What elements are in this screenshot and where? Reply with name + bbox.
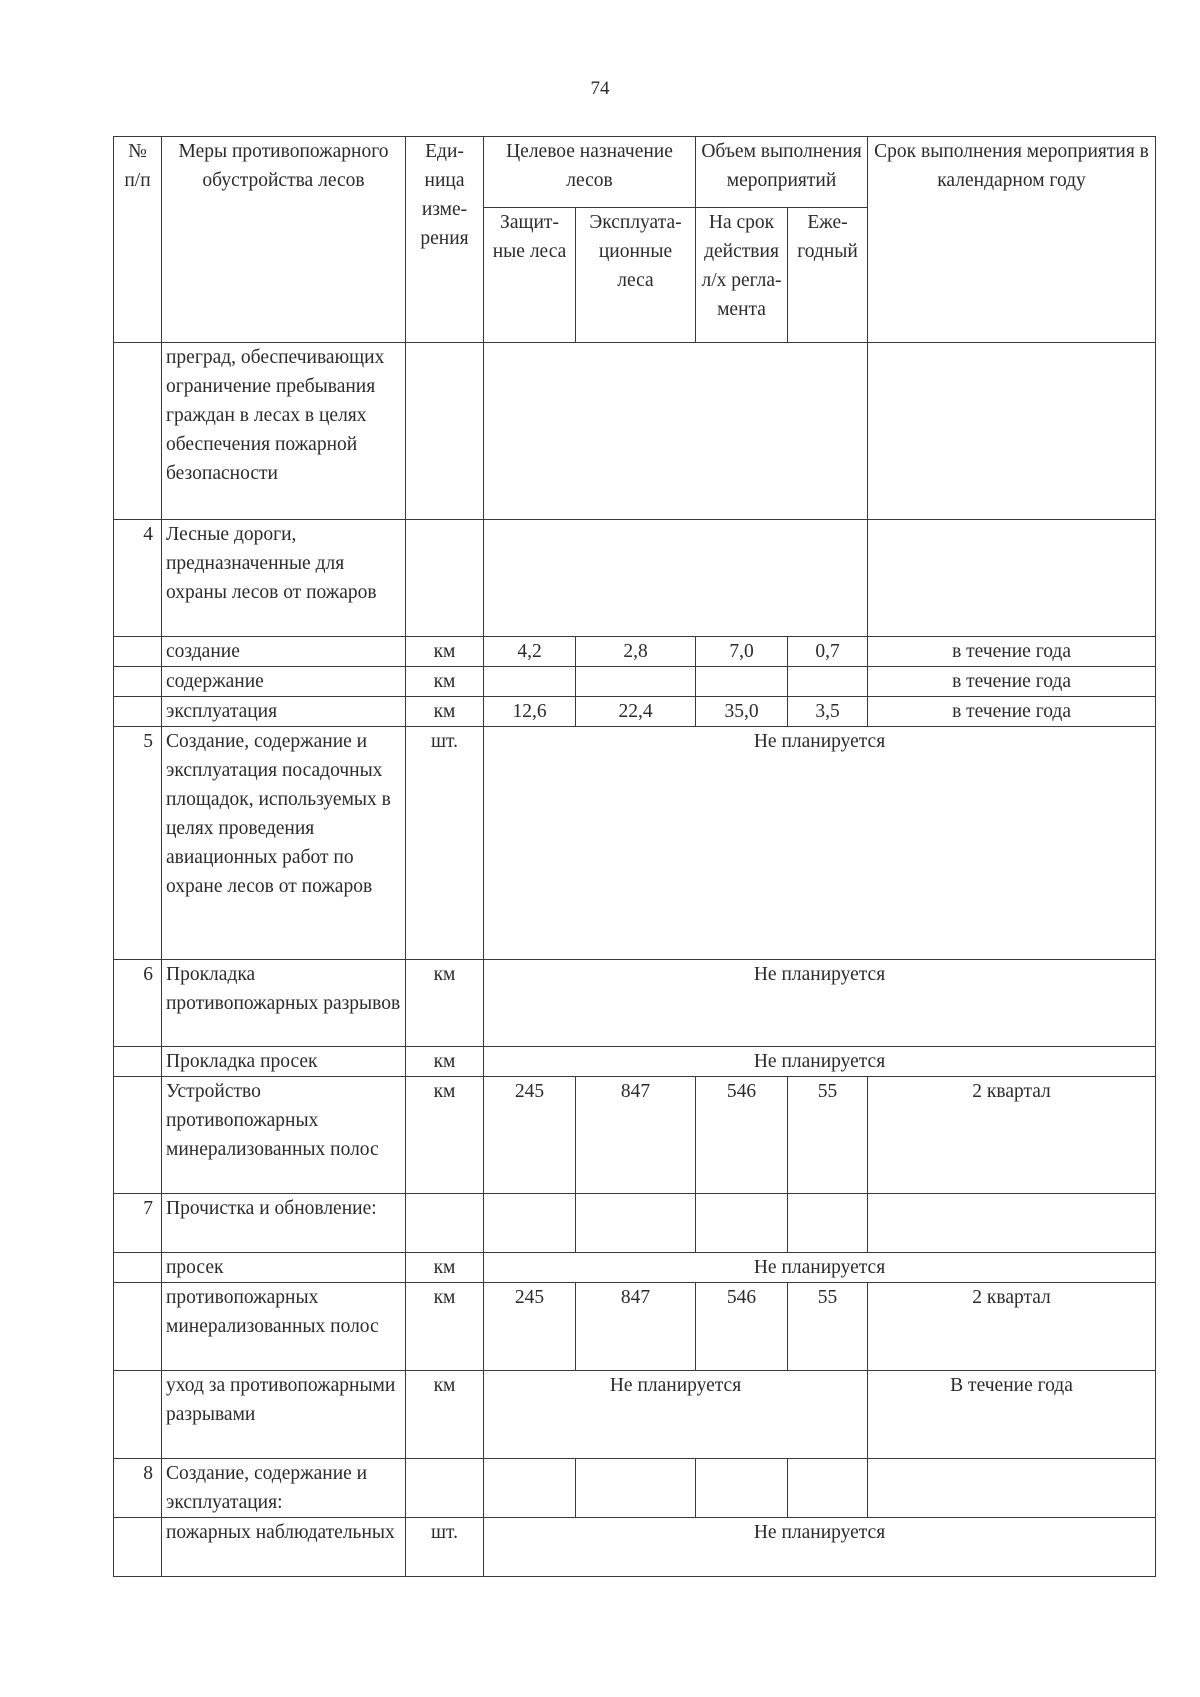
table-row <box>114 343 1156 520</box>
row-unit: км <box>406 1253 484 1283</box>
table-row <box>114 1283 1156 1371</box>
row-deadline <box>868 1194 1156 1253</box>
row-measure: Создание, содержание и эксплуатация посадочных площадок, используемых в целях проведения авиационных работ по охране лесов от пожаров <box>162 727 406 960</box>
header-annual: Еже- годный <box>788 208 868 343</box>
row-unit <box>406 1194 484 1253</box>
row-deadline: в течение года <box>868 697 1156 727</box>
header-volume: Объем выполнения мероприятий <box>696 137 868 208</box>
row-protective: 245 <box>484 1077 576 1194</box>
row-protective: 4,2 <box>484 637 576 667</box>
row-protective <box>484 1194 576 1253</box>
row-term <box>696 667 788 697</box>
row-measure: уход за противопожарными разрывами <box>162 1371 406 1459</box>
page-number: 74 <box>590 78 610 99</box>
row-deadline: В течение года <box>868 1371 1156 1459</box>
row-measure: Создание, содержание и эксплуатация: <box>162 1459 406 1518</box>
row-note: Не планируется <box>484 727 1156 960</box>
header-protective: Защит- ные леса <box>484 208 576 343</box>
row-unit: км <box>406 637 484 667</box>
header-row-1 <box>114 137 1156 208</box>
row-exploitation: 847 <box>576 1077 696 1194</box>
row-term: 546 <box>696 1283 788 1371</box>
table-row <box>114 520 1156 637</box>
row-exploitation <box>576 1459 696 1518</box>
table-row <box>114 1518 1156 1577</box>
table-row <box>114 1371 1156 1459</box>
row-deadline <box>868 520 1156 637</box>
row-num: 6 <box>114 960 162 1047</box>
row-annual <box>788 1459 868 1518</box>
row-unit: шт. <box>406 727 484 960</box>
row-values-empty <box>484 520 868 637</box>
row-annual: 3,5 <box>788 697 868 727</box>
row-num <box>114 667 162 697</box>
row-protective: 245 <box>484 1283 576 1371</box>
table-row <box>114 960 1156 1047</box>
row-exploitation <box>576 1194 696 1253</box>
row-num <box>114 1518 162 1577</box>
row-num: 4 <box>114 520 162 637</box>
row-num <box>114 697 162 727</box>
row-exploitation: 22,4 <box>576 697 696 727</box>
row-unit: км <box>406 667 484 697</box>
row-annual <box>788 667 868 697</box>
row-exploitation: 2,8 <box>576 637 696 667</box>
row-measure: Прокладка просек <box>162 1047 406 1077</box>
row-unit <box>406 520 484 637</box>
table-row <box>114 1194 1156 1253</box>
row-measure: Устройство противопожарных минерализованных полос <box>162 1077 406 1194</box>
row-num <box>114 637 162 667</box>
row-unit: км <box>406 1047 484 1077</box>
row-term: 7,0 <box>696 637 788 667</box>
row-num <box>114 1047 162 1077</box>
row-values-empty <box>484 343 868 520</box>
row-num <box>114 1077 162 1194</box>
row-term <box>696 1459 788 1518</box>
row-protective: 12,6 <box>484 697 576 727</box>
row-deadline: 2 квартал <box>868 1283 1156 1371</box>
row-note: Не планируется <box>484 1371 868 1459</box>
table-row <box>114 1077 1156 1194</box>
header-purpose: Целевое назначение лесов <box>484 137 696 208</box>
row-term <box>696 1194 788 1253</box>
fire-measures-table <box>113 136 1156 1577</box>
row-num <box>114 1283 162 1371</box>
row-num: 7 <box>114 1194 162 1253</box>
row-protective <box>484 667 576 697</box>
row-measure: создание <box>162 637 406 667</box>
row-deadline: в течение года <box>868 667 1156 697</box>
row-unit <box>406 343 484 520</box>
header-term: На срок действия л/х регла- мента <box>696 208 788 343</box>
table-row <box>114 637 1156 667</box>
row-exploitation <box>576 667 696 697</box>
row-measure: преград, обеспечивающих ограничение пребывания граждан в лесах в целях обеспечения пожарной безопасности <box>162 343 406 520</box>
row-unit: км <box>406 697 484 727</box>
row-unit: шт. <box>406 1518 484 1577</box>
row-num <box>114 1253 162 1283</box>
row-num <box>114 343 162 520</box>
row-num: 5 <box>114 727 162 960</box>
row-term: 546 <box>696 1077 788 1194</box>
row-deadline <box>868 1459 1156 1518</box>
table-row <box>114 667 1156 697</box>
row-annual: 0,7 <box>788 637 868 667</box>
header-measures: Меры противопожарного обустройства лесов <box>162 137 406 343</box>
table-row <box>114 697 1156 727</box>
table-row <box>114 1047 1156 1077</box>
row-measure: Лесные дороги, предназначенные для охраны лесов от пожаров <box>162 520 406 637</box>
row-measure: противопожарных минерализованных полос <box>162 1283 406 1371</box>
row-note: Не планируется <box>484 960 1156 1047</box>
table-row <box>114 1459 1156 1518</box>
row-measure: Прочистка и обновление: <box>162 1194 406 1253</box>
row-num: 8 <box>114 1459 162 1518</box>
row-num <box>114 1371 162 1459</box>
header-deadline: Срок выполнения мероприятия в календарном году <box>868 137 1156 343</box>
row-unit: км <box>406 960 484 1047</box>
row-measure: пожарных наблюдательных <box>162 1518 406 1577</box>
header-unit: Еди- ница изме- рения <box>406 137 484 343</box>
header-num: № п/п <box>114 137 162 343</box>
row-measure: Прокладка противопожарных разрывов <box>162 960 406 1047</box>
row-annual <box>788 1194 868 1253</box>
row-deadline: 2 квартал <box>868 1077 1156 1194</box>
row-measure: эксплуатация <box>162 697 406 727</box>
row-unit <box>406 1459 484 1518</box>
row-unit: км <box>406 1283 484 1371</box>
row-annual: 55 <box>788 1283 868 1371</box>
row-note: Не планируется <box>484 1253 1156 1283</box>
header-exploitation: Эксплуата- ционные леса <box>576 208 696 343</box>
row-deadline <box>868 343 1156 520</box>
row-note: Не планируется <box>484 1047 1156 1077</box>
row-term: 35,0 <box>696 697 788 727</box>
row-exploitation: 847 <box>576 1283 696 1371</box>
row-unit: км <box>406 1077 484 1194</box>
table-row <box>114 1253 1156 1283</box>
table-row <box>114 727 1156 960</box>
row-measure: просек <box>162 1253 406 1283</box>
row-deadline: в течение года <box>868 637 1156 667</box>
row-note: Не планируется <box>484 1518 1156 1577</box>
row-unit: км <box>406 1371 484 1459</box>
row-protective <box>484 1459 576 1518</box>
row-annual: 55 <box>788 1077 868 1194</box>
row-measure: содержание <box>162 667 406 697</box>
